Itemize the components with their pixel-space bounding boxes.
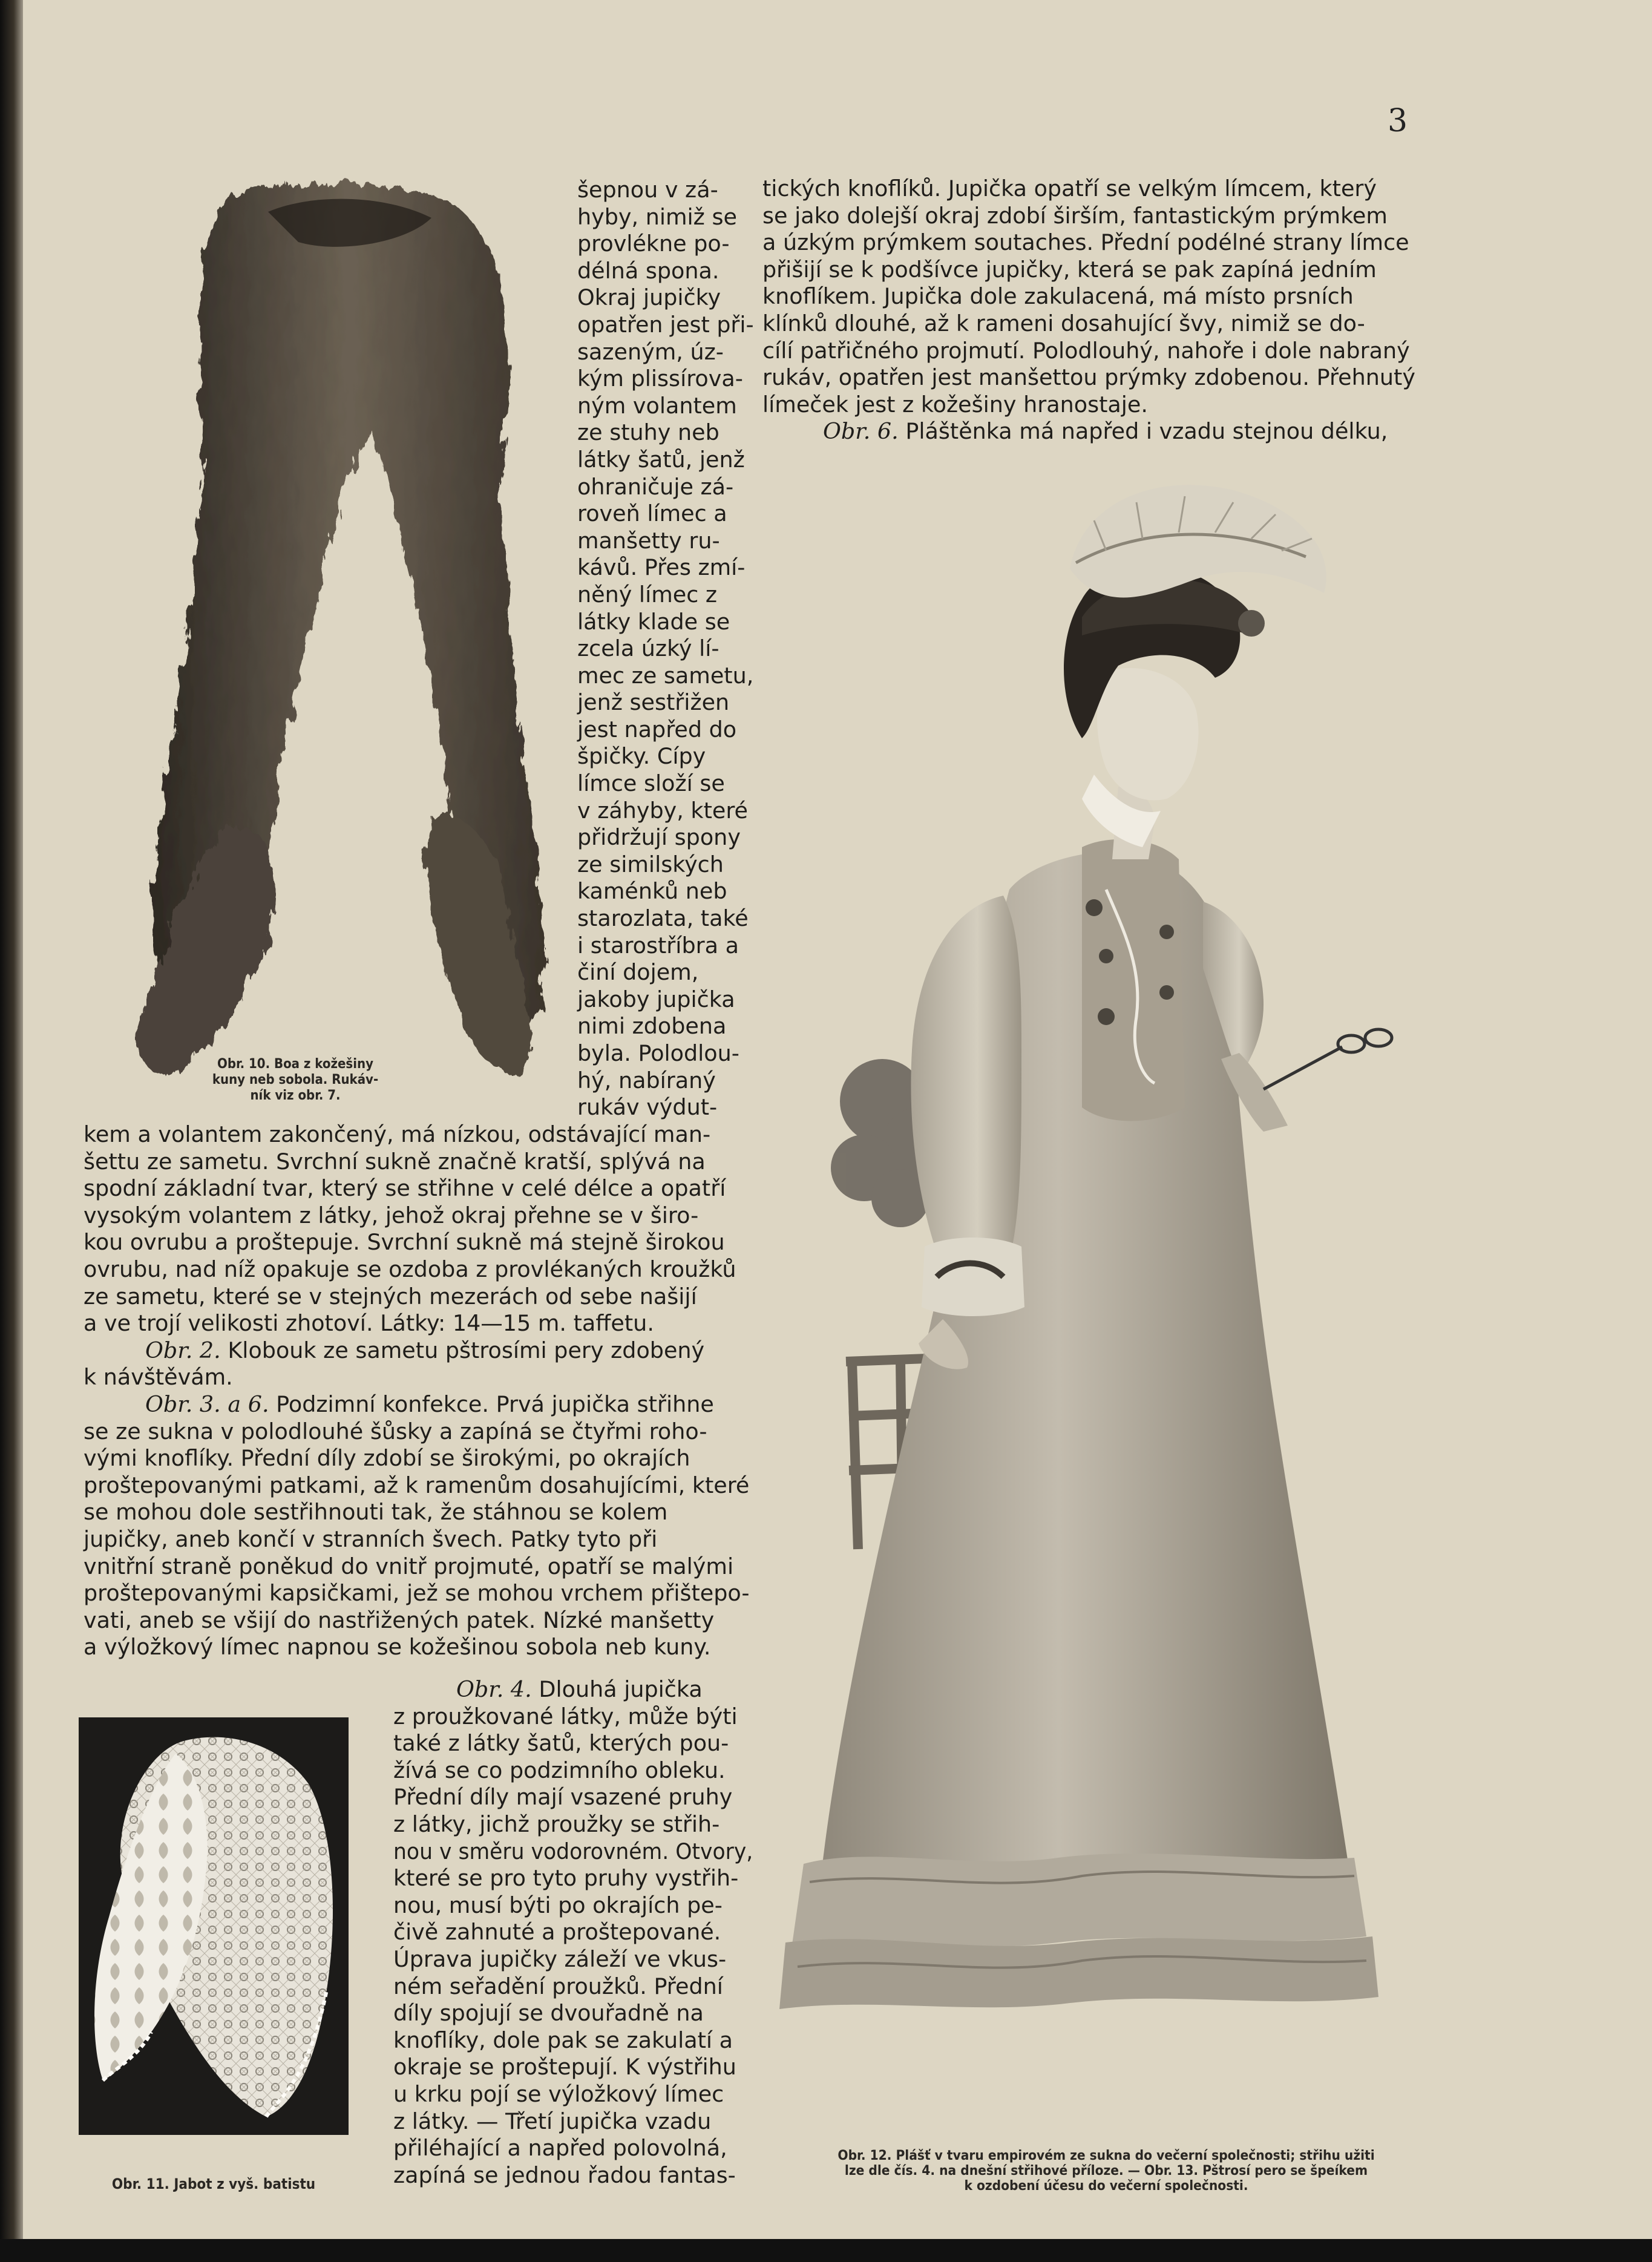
obr4-paragraph (393, 1676, 753, 2189)
fur-boa-illustration (68, 175, 577, 1113)
text-line: nimi zdobena (577, 1013, 727, 1040)
text-line: žívá se co podzimního obleku. (393, 1757, 726, 1783)
figure-reference: Obr. 6. (823, 418, 899, 445)
text-line: látky šatů, jenž (577, 446, 745, 473)
caption-line: ník viz obr. 7. (250, 1088, 341, 1103)
text-line: klínků dlouhé, až k rameni dosahující švy, nimiž se do- (762, 310, 1365, 336)
text-line: provlékne po- (577, 231, 730, 257)
text-line: se mohou dole sestřihnouti tak, že stáhnou se kolem (84, 1499, 668, 1526)
text-line: k návštěvám. (84, 1364, 233, 1391)
text-line: čivě zahnuté a proštepované. (393, 1919, 721, 1946)
caption-line: Obr. 12. Plášť v tvaru empirovém ze sukna do večerní společnosti; střihu užiti (837, 2148, 1375, 2163)
text-line: roveň límec a (577, 500, 727, 527)
text-line: délná spona. (577, 257, 719, 284)
text-line: rukáv, opatřen jest manšettou prýmky zdobenou. Přehnutý (762, 364, 1415, 391)
text-line: ze similských (577, 851, 724, 877)
text-line: ze stuhy neb (577, 419, 719, 446)
text-line: ném seřadění proužků. Přední (393, 1973, 723, 1999)
text-line: jupičky, aneb končí v stranních švech. Patky tyto při (84, 1526, 658, 1552)
text-line: proštepovanými patkami, až k ramenům dosahujícími, které (84, 1472, 750, 1498)
text-line: ovrubu, nad níž opakuje se ozdoba z provlékaných kroužků (84, 1256, 736, 1282)
figure-11-caption (80, 2176, 347, 2192)
text-line: Úprava jupičky záleží ve vkus- (393, 1946, 727, 1972)
text-line: i starostříbra a (577, 932, 739, 959)
text-line: vati, aneb se všijí do nastřižených patek. Nízké manšetty (84, 1607, 715, 1633)
text-line: se ze sukna v polodlouhé šůsky a zapíná se čtyřmi roho- (84, 1418, 707, 1444)
text-line: kem a volantem zakončený, má nízkou, odstávající man- (84, 1121, 711, 1147)
text-line: mec ze sametu, (577, 662, 754, 689)
right-column-text (762, 175, 1439, 445)
paragraph-obr2: Obr. 2. Klobouk ze sametu pštrosími pery zdobený (145, 1337, 705, 1363)
text-line: něný límec z (577, 581, 718, 608)
text-line: hý, nabíraný (577, 1067, 716, 1093)
text-line: nou, musí býti po okrajích pe- (393, 1892, 723, 1918)
text-line: rukáv výdut- (577, 1094, 718, 1121)
text-line: cílí patřičného projmutí. Polodlouhý, nahoře i dole nabraný (762, 337, 1410, 364)
figure-12-caption (764, 2148, 1448, 2194)
text-line: zcela úzký lí- (577, 635, 719, 662)
caption-line: Obr. 10. Boa z kožešiny (217, 1057, 373, 1072)
text-line: vnitřní straně poněkud do vnitř projmuté, opatří se malými (84, 1553, 734, 1579)
lace-jabot-illustration (79, 1717, 349, 2135)
text-line: okraje se proštepují. K výstřihu (393, 2054, 736, 2080)
text-line: ohraničuje zá- (577, 473, 734, 500)
caption-line: kuny neb sobola. Rukáv- (212, 1072, 379, 1087)
text-line: zapíná se jednou řadou fantas- (393, 2162, 736, 2188)
left-column-text (84, 1121, 753, 1661)
text-line: u krku pojí se výložkový límec (393, 2080, 724, 2107)
text-line: byla. Polodlou- (577, 1040, 739, 1066)
text-line: šepnou v zá- (577, 177, 718, 203)
caption-line: lze dle čís. 4. na dnešní střihové příloze. — Obr. 13. Pštrosí pero se špeíkem (844, 2163, 1368, 2178)
text-line: také z látky šatů, kterých pou- (393, 1730, 729, 1757)
text-line: šettu ze sametu. Svrchní sukně značně kratší, splývá na (84, 1148, 706, 1175)
text-line: činí dojem, (577, 959, 699, 986)
empire-coat-lady-illustration (719, 472, 1427, 2136)
text-line: kou ovrubu a proštepuje. Svrchní sukně má stejně širokou (84, 1229, 725, 1256)
text-line: knoflíky, dole pak se zakulatí a (393, 2027, 733, 2053)
text-line: látky klade se (577, 608, 730, 635)
text-line: z látky. — Třetí jupička vzadu (393, 2108, 712, 2134)
text-line: přidržují spony (577, 824, 741, 851)
text-line: tických knoflíků. Jupička opatří se velkým límcem, který (762, 175, 1377, 202)
figure-reference: Obr. 2. (145, 1337, 221, 1363)
figure-reference: Obr. 3. a 6. (145, 1391, 269, 1417)
text-line: kaménků neb (577, 878, 727, 905)
caption-line: Obr. 11. Jabot z vyš. batistu (111, 2175, 316, 2192)
text-line: vysokým volantem z látky, jehož okraj přehne se v širo- (84, 1202, 699, 1228)
text-line: nou v směru vodorovném. Otvory, (393, 1838, 753, 1864)
paragraph-obr4: Obr. 4. Dlouhá jupička (456, 1676, 703, 1702)
figure-10-caption (205, 1057, 386, 1104)
text-line: kávů. Přes zmí- (577, 554, 746, 581)
text-line: sazeným, úz- (577, 338, 724, 365)
page-bottom-edge (0, 2239, 1652, 2262)
text-line: špičky. Cípy (577, 743, 706, 770)
text-line: a úzkým prýmkem soutaches. Přední podélné strany límce (762, 229, 1409, 256)
text-line: jenž sestřižen (577, 689, 730, 716)
text-line: spodní základní tvar, který se střihne v celé délce a opatří (84, 1175, 726, 1202)
text-line: v záhyby, které (577, 797, 749, 824)
page-number: 3 (1388, 103, 1408, 139)
text-line: vými knoflíky. Přední díly zdobí se širokými, po okrajích (84, 1445, 690, 1472)
text-line: jest napřed do (577, 716, 737, 743)
text-line: hyby, nimiž se (577, 203, 737, 230)
text-line: se jako dolejší okraj zdobí širším, fantastickým prýmkem (762, 202, 1388, 229)
text-line: přiléhající a napřed polovolná, (393, 2135, 727, 2162)
magazine-page (23, 0, 1652, 2239)
text-line: kým plissírova- (577, 366, 743, 392)
text-line: a výložkový límec napnou se kožešinou sobola neb kuny. (84, 1634, 711, 1660)
paragraph-obr3: Obr. 3. a 6. Podzimní konfekce. Prvá jupička střihne (145, 1391, 714, 1417)
figure-reference: Obr. 4. (456, 1676, 532, 1702)
text-line: knoflíkem. Jupička dole zakulacená, má místo prsních (762, 283, 1354, 310)
book-gutter (0, 0, 23, 2262)
text-line: z proužkované látky, může býti (393, 1703, 738, 1729)
text-line: Přední díly mají vsazené pruhy (393, 1784, 733, 1811)
text-line: díly spojují se dvouřadně na (393, 2000, 704, 2027)
text-line: proštepovanými kapsičkami, jež se mohou vrchem přištepo- (84, 1580, 750, 1607)
text-line: manšetty ru- (577, 527, 720, 554)
text-line: z látky, jichž proužky se střih- (393, 1811, 720, 1837)
text-line: jakoby jupička (577, 986, 735, 1012)
caption-line: k ozdobení účesu do večerní společnosti. (964, 2178, 1248, 2194)
text-line: starozlata, také (577, 905, 749, 932)
text-line: přišijí se k podšívce jupičky, která se pak zapíná jedním (762, 256, 1377, 283)
text-line: Okraj jupičky (577, 284, 721, 311)
text-line: které se pro tyto pruhy vystřih- (393, 1865, 739, 1892)
text-line: opatřen jest při- (577, 311, 754, 338)
text-line: ným volantem (577, 392, 737, 419)
paragraph-obr6: Obr. 6. Pláštěnka má napřed i vzadu stejnou délku, (823, 418, 1388, 445)
text-line: ze sametu, které se v stejných mezerách od sebe našijí (84, 1283, 697, 1310)
text-line: límce složí se (577, 770, 725, 797)
text-line: a ve trojí velikosti zhotoví. Látky: 14—15 m. taffetu. (84, 1310, 654, 1337)
text-line: límeček jest z kožešiny hranostaje. (762, 391, 1148, 418)
